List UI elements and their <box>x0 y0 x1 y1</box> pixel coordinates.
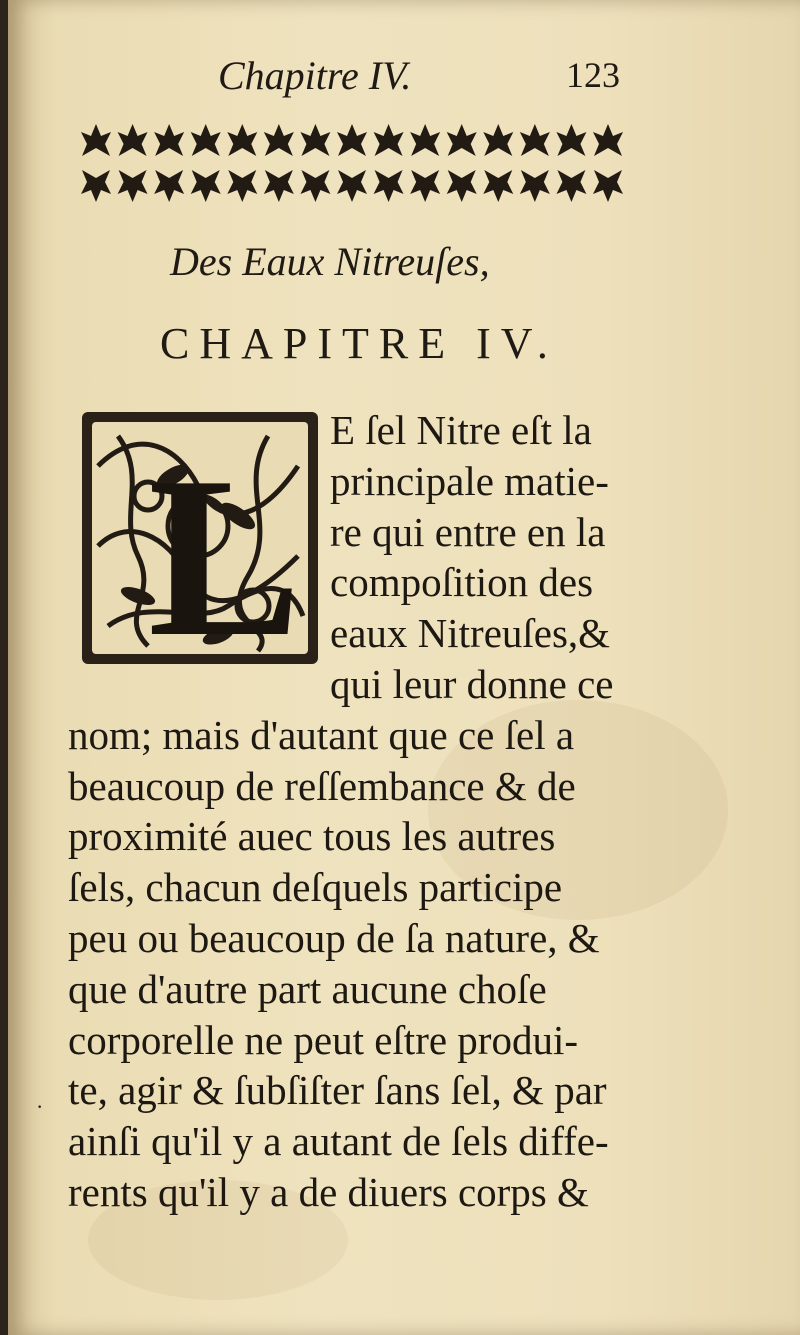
body-line: compoſition des <box>330 559 594 606</box>
fleuron <box>520 124 550 156</box>
body-line: beaucoup de reſſembance & de <box>68 762 576 809</box>
fleuron <box>191 170 221 202</box>
page-number: 123 <box>566 55 620 95</box>
margin-dot: · <box>36 1094 44 1119</box>
fleuron <box>593 170 623 202</box>
fleuron <box>81 170 111 202</box>
fleuron <box>227 170 257 202</box>
fleuron <box>374 170 404 202</box>
body-line: qui leur donne ce <box>330 661 614 707</box>
body-line: ainſi qu'il y a autant de ſels diffe- <box>68 1118 609 1165</box>
body-line: que d'autre part aucune choſe <box>68 965 547 1012</box>
fleuron <box>593 124 623 156</box>
fleuron <box>337 124 367 156</box>
section-caption: Des Eaux Nitreuſes, <box>170 239 490 284</box>
ornamental-initial-icon <box>78 406 323 670</box>
body-line: corporelle ne peut eſtre produi- <box>68 1016 578 1063</box>
fleuron <box>191 124 221 156</box>
book-spine <box>0 0 8 1335</box>
fleuron <box>520 170 550 202</box>
fleuron <box>300 124 330 156</box>
fleuron <box>337 170 367 202</box>
fleuron <box>483 124 513 156</box>
fleuron <box>118 124 148 156</box>
body-line: principale matie- <box>330 457 609 504</box>
fleuron <box>447 170 477 202</box>
fleuron <box>556 124 586 156</box>
fleuron <box>227 124 257 156</box>
fleuron <box>264 124 294 156</box>
fleuron <box>410 170 440 202</box>
fleuron <box>264 170 294 202</box>
body-line: proximité auec tous les autres <box>68 813 556 860</box>
fleuron <box>556 170 586 202</box>
body-line: rents qu'il y a de diuers corps & <box>68 1169 589 1215</box>
fleuron <box>483 170 513 202</box>
body-line: eaux Nitreuſes,& <box>330 610 611 657</box>
body-line: E ſel Nitre eſt la <box>330 407 592 453</box>
chapter-heading: CHAPITRE IV. <box>160 319 558 368</box>
fleuron <box>410 124 440 156</box>
body-line: peu ou beaucoup de ſa nature, & <box>68 915 600 961</box>
fleuron <box>81 124 111 156</box>
running-title: Chapitre IV. <box>218 53 412 98</box>
fleuron <box>154 170 184 202</box>
fleuron <box>300 170 330 202</box>
body-line: nom; mais d'autant que ce ſel a <box>68 711 575 758</box>
fleuron-border-icon <box>78 118 626 210</box>
initial-letter: L <box>148 429 302 670</box>
body-line: re qui entre en la <box>330 508 606 555</box>
body-line: te, agir & ſubſiſter ſans ſel, & par <box>68 1067 607 1114</box>
body-line: ſels, chacun deſquels participe <box>68 864 563 911</box>
running-head <box>0 52 800 102</box>
fleuron <box>374 124 404 156</box>
fleuron <box>118 170 148 202</box>
fleuron <box>154 124 184 156</box>
fleuron <box>447 124 477 156</box>
